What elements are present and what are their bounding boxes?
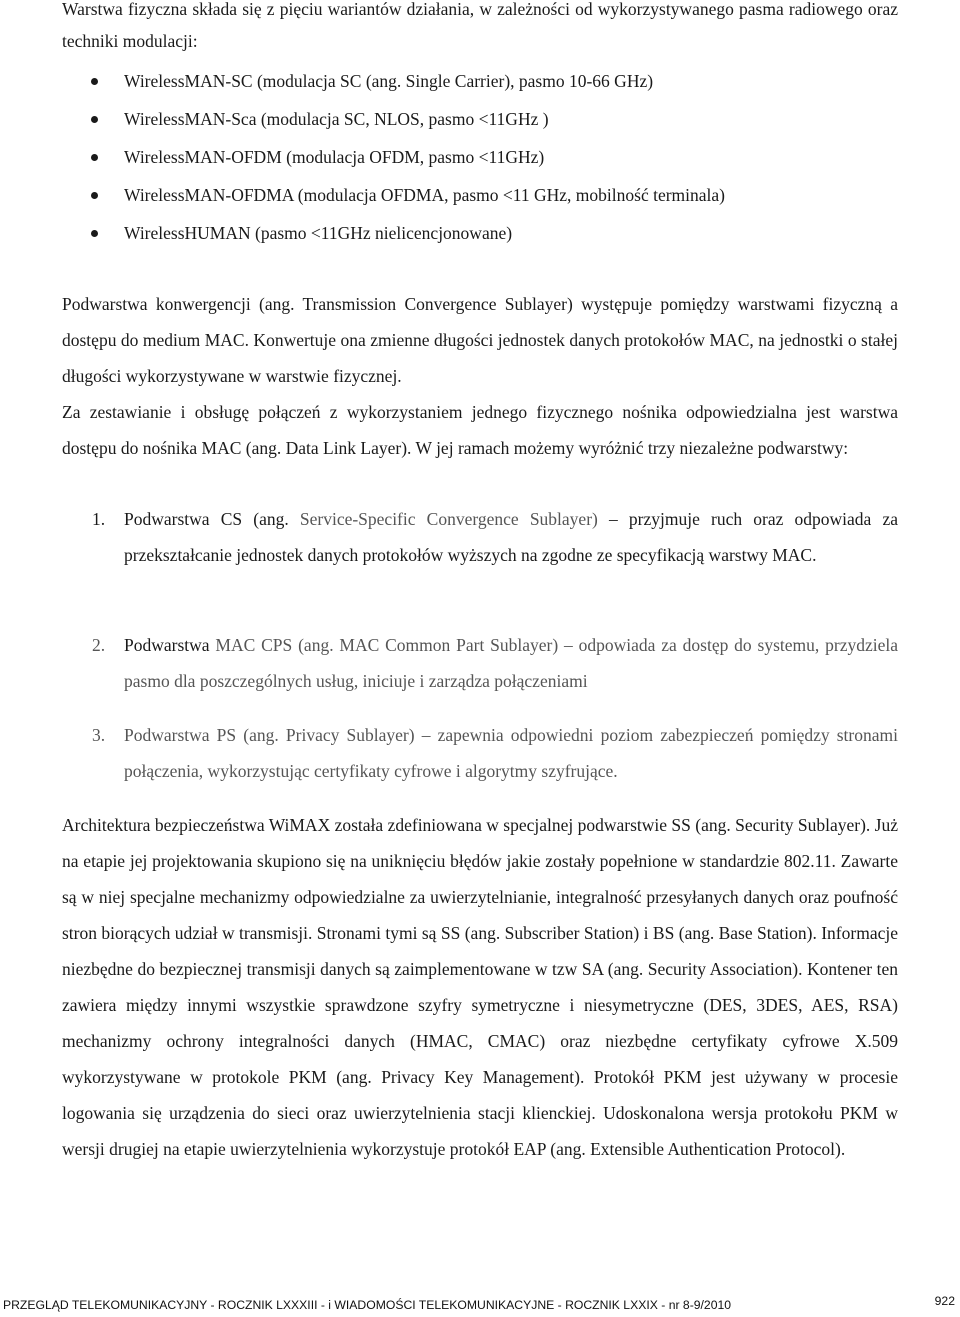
bullet-icon <box>91 78 98 85</box>
sublayer-item-mac-cps <box>62 627 898 699</box>
list-item <box>62 717 898 789</box>
sublayer-name: Service-Specific Convergence Sublayer) <box>299 509 598 529</box>
page-footer <box>0 1296 960 1317</box>
bullet-icon <box>91 116 98 123</box>
intro-paragraph: Warstwa fizyczna składa się z pięciu wariantów działania, w zależności od wykorzystywanego pasma radiowego oraz techniki modulacji: <box>62 0 898 51</box>
sublayer-head: Podwarstwa CS (ang. <box>124 509 300 529</box>
bullet-icon <box>91 192 98 199</box>
sublayer-name: Podwarstwa PS (ang. Privacy Sublayer) – zapewnia odpowiedni poziom zabezpieczeń pomiędzy stronami połączenia, wykorzystując certyfikaty cyfrowe i algorytmy szyfrujące. <box>124 725 898 781</box>
list-item <box>62 214 898 252</box>
sublayer-item-ps <box>62 717 898 789</box>
list-item <box>62 176 898 214</box>
journal-title: PRZEGLĄD TELEKOMUNIKACYJNY - ROCZNIK LXXXIII - i WIADOMOŚCI TELEKOMUNIKACYJNE - ROCZNIK LXXIX - nr 8-9/2010 <box>3 1298 732 1312</box>
page-number: 922 <box>934 1294 955 1308</box>
list-item-text: WirelessMAN-SC (modulacja SC (ang. Single Carrier), pasmo 10-66 GHz) <box>124 71 654 91</box>
bullet-icon <box>91 230 98 237</box>
list-item-number: 2. <box>92 635 106 655</box>
list-item <box>62 627 898 699</box>
physical-layer-variants-list <box>62 62 898 252</box>
list-item <box>62 100 898 138</box>
sublayer-name: MAC CPS (ang. MAC Common Part Sublayer) – odpowiada za dostęp do systemu, przydziela pasmo dla poszczególnych usług, iniciuje i zarządza połączeniami <box>124 635 898 691</box>
list-item <box>62 62 898 100</box>
sublayer-description: – przyjmuje ruch oraz odpowiada za przekształcanie jednostek danych protokołów wyższych na zgodne ze specyfikacją warstwy MAC. <box>124 509 898 565</box>
list-item-number: 3. <box>92 725 106 745</box>
list-item-text: WirelessHUMAN (pasmo <11GHz nielicencjonowane) <box>124 223 513 243</box>
list-item-text: WirelessMAN-OFDMA (modulacja OFDMA, pasmo <11 GHz, mobilność terminala) <box>124 185 725 205</box>
list-item-number: 1. <box>92 509 106 529</box>
list-item-text: WirelessMAN-OFDM (modulacja OFDM, pasmo <11GHz) <box>124 147 545 167</box>
mac-layer-paragraph: Za zestawianie i obsługę połączeń z wykorzystaniem jednego fizycznego nośnika odpowiedzialna jest warstwa dostępu do nośnika MAC (ang. Data Link Layer). W jej ramach możemy wyróżnić trzy niezależne podwarstwy: <box>62 402 898 458</box>
convergence-paragraph: Podwarstwa konwergencji (ang. Transmission Convergence Sublayer) występuje pomiędzy warstwami fizyczną a dostępu do medium MAC. Konwertuje ona zmienne długości jednostek danych protokołów MAC, na jednostki o stałej długości wykorzystywane w warstwie fizycznej. <box>62 294 898 386</box>
list-item <box>62 138 898 176</box>
sublayer-item-cs <box>62 501 898 573</box>
sublayer-head: Podwarstwa <box>124 635 216 655</box>
security-architecture-paragraph: Architektura bezpieczeństwa WiMAX została zdefiniowana w specjalnej podwarstwie SS (ang. Security Sublayer). Już na etapie jej projektowania skupiono się na uniknięciu błędów jakie zostały popełnione w standardzie 802.11. Zawarte są w niej specjalne mechanizmy odpowiedzialne za uwierzytelnianie, integralność przesyłanych danych oraz poufność stron biorących udział w transmisji. Stronami tymi są SS (ang. Subscriber Station) i BS (ang. Base Station). Informacje niezbędne do bezpiecznej transmisji danych są zaimplementowane w tzw SA (ang. Security Association). Kontener ten zawiera między innymi wszystkie sprawdzone szyfry symetryczne i niesymetryczne (DES, 3DES, AES, RSA) mechanizmy ochrony integralności danych (HMAC, CMAC) oraz niezbędne certyfikaty cyfrowe X.509 wykorzystywane w protokole PKM (ang. Privacy Key Management). Protokół PKM jest używany w procesie logowania się urządzenia do sieci oraz uwierzytelnienia stacji klienckiej. Udoskonalona wersja protokołu PKM w wersji drugiej na etapie uwierzytelnienia wykorzystuje protokół EAP (ang. Extensible Authentication Protocol). <box>62 815 898 1159</box>
list-item <box>62 501 898 573</box>
bullet-icon <box>91 154 98 161</box>
list-item-text: WirelessMAN-Sca (modulacja SC, NLOS, pasmo <11GHz ) <box>124 109 549 129</box>
